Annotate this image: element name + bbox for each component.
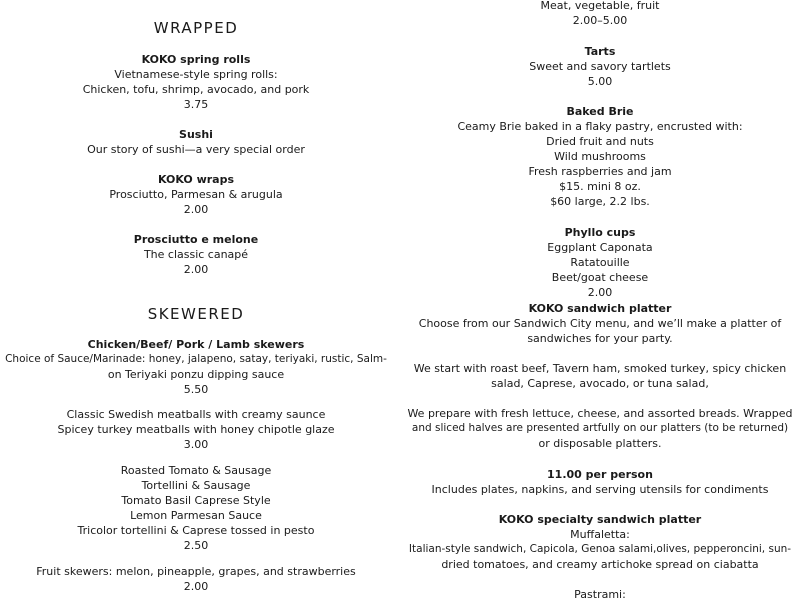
item-desc: Choice of Sauce/Marinade: honey, jalapeno, satay, teriyaki, rustic, Salm- xyxy=(5,353,387,365)
item-desc: Classic Swedish meatballs with creamy saunce xyxy=(66,408,326,421)
item-desc: Tomato Basil Caprese Style xyxy=(121,494,271,507)
item-desc: Dried fruit and nuts xyxy=(546,135,654,148)
item-name-specialty-platter: KOKO specialty sandwich platter xyxy=(498,513,702,526)
item-price: 3.00 xyxy=(183,438,209,451)
item-desc: Meat, vegetable, fruit xyxy=(540,0,660,12)
item-subheading: Pastrami: xyxy=(574,588,626,601)
item-price: 5.50 xyxy=(183,383,209,396)
item-name-skewers: Chicken/Beef/ Pork / Lamb skewers xyxy=(87,338,305,351)
item-desc: or disposable platters. xyxy=(538,437,662,450)
item-desc: dried tomatoes, and creamy artichoke spread on ciabatta xyxy=(441,558,759,571)
item-price: 2.00 xyxy=(183,580,209,593)
item-desc: We prepare with fresh lettuce, cheese, and assorted breads. Wrapped xyxy=(407,407,793,420)
item-desc: Beet/goat cheese xyxy=(551,271,649,284)
item-desc: Roasted Tomato & Sausage xyxy=(120,464,272,477)
item-desc: on Teriyaki ponzu dipping sauce xyxy=(107,368,285,381)
item-desc: and sliced halves are presented artfully on our platters (to be returned) xyxy=(411,422,789,434)
item-desc: Includes plates, napkins, and serving utensils for condiments xyxy=(431,483,769,496)
item-desc: We start with roast beef, Tavern ham, smoked turkey, spicy chicken xyxy=(413,362,787,375)
item-price: 2.00 xyxy=(587,286,613,299)
item-name-sushi: Sushi xyxy=(179,128,213,141)
item-name-baked-brie: Baked Brie xyxy=(566,105,634,118)
item-desc: Fresh raspberries and jam xyxy=(528,165,672,178)
item-desc: Sweet and savory tartlets xyxy=(529,60,671,73)
item-desc: Vietnamese-style spring rolls: xyxy=(114,68,278,81)
item-desc: The classic canapé xyxy=(143,248,249,261)
item-name-sandwich-platter: KOKO sandwich platter xyxy=(528,302,672,315)
item-price: 3.75 xyxy=(183,98,209,111)
item-price: $15. mini 8 oz. xyxy=(559,180,641,193)
item-subheading: Muffaletta: xyxy=(570,528,630,541)
item-name-tarts: Tarts xyxy=(584,45,616,58)
item-desc: Ceamy Brie baked in a flaky pastry, encrusted with: xyxy=(457,120,743,133)
item-desc: Fruit skewers: melon, pineapple, grapes, and strawberries xyxy=(36,565,356,578)
item-name-spring-rolls: KOKO spring rolls xyxy=(141,53,251,66)
item-desc: Prosciutto, Parmesan & arugula xyxy=(109,188,283,201)
item-desc: Tricolor tortellini & Caprese tossed in pesto xyxy=(77,524,315,537)
item-desc: Wild mushrooms xyxy=(554,150,646,163)
item-desc: sandwiches for your party. xyxy=(527,332,673,345)
item-desc: Eggplant Caponata xyxy=(547,241,653,254)
item-desc: Our story of sushi—a very special order xyxy=(87,143,305,156)
item-desc: Italian-style sandwich, Capicola, Genoa salami,olives, pepperoncini, sun- xyxy=(408,543,792,555)
section-heading-wrapped: WRAPPED xyxy=(153,19,239,37)
item-desc: Ratatouille xyxy=(570,256,630,269)
item-price: 2.50 xyxy=(183,539,209,552)
item-desc: Chicken, tofu, shrimp, avocado, and pork xyxy=(82,83,310,96)
item-price: 2.00 xyxy=(183,263,209,276)
item-price-per-person: 11.00 per person xyxy=(547,468,653,481)
item-name-prosciutto: Prosciutto e melone xyxy=(133,233,259,246)
item-price: 2.00 xyxy=(183,203,209,216)
item-desc: Lemon Parmesan Sauce xyxy=(130,509,262,522)
item-desc: salad, Caprese, avocado, or tuna salad, xyxy=(491,377,709,390)
section-heading-skewered: SKEWERED xyxy=(147,305,245,323)
item-price: 5.00 xyxy=(587,75,613,88)
item-desc: Spicey turkey meatballs with honey chipotle glaze xyxy=(57,423,335,436)
item-price: 2.00–5.00 xyxy=(572,14,628,27)
item-desc: Choose from our Sandwich City menu, and we’ll make a platter of xyxy=(418,317,782,330)
item-price: $60 large, 2.2 lbs. xyxy=(550,195,650,208)
item-name-wraps: KOKO wraps xyxy=(157,173,235,186)
item-desc: Tortellini & Sausage xyxy=(141,479,251,492)
item-name-phyllo-cups: Phyllo cups xyxy=(564,226,636,239)
